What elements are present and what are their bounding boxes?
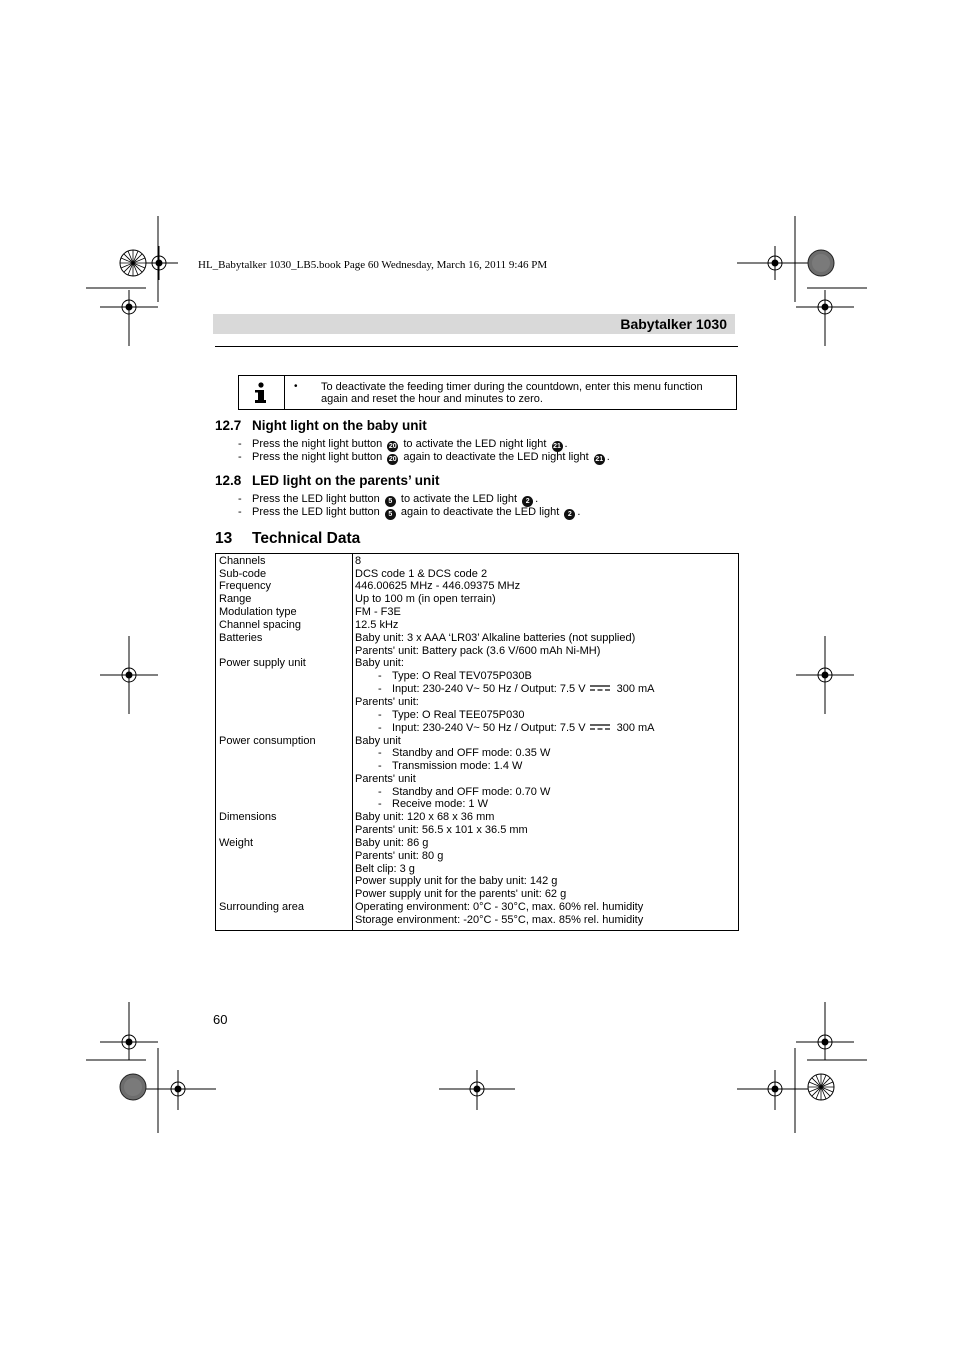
row-value: Storage environment: -20°C - 55°C, max. 85% rel. humidity [355, 914, 644, 926]
row-label: Modulation type [219, 606, 297, 618]
table-column-divider [352, 554, 353, 930]
sub-item-text: Receive mode: 1 W [392, 798, 488, 810]
sub-item-text: Transmission mode: 1.4 W [392, 760, 523, 772]
row-value: Parents' unit: 56.5 x 101 x 36.5 mm [355, 824, 528, 836]
row-label: Channel spacing [219, 619, 301, 631]
list-dash: - [238, 506, 242, 518]
section-number: 13 [215, 530, 233, 547]
row-value: DCS code 1 & DCS code 2 [355, 568, 488, 580]
page-number: 60 [213, 1012, 228, 1027]
row-value: Parents' unit [355, 773, 416, 785]
info-icon [253, 382, 267, 404]
text-after: . [564, 438, 568, 450]
dc-symbol-icon [590, 684, 610, 692]
registration-target-icon [140, 1070, 216, 1110]
row-value: Up to 100 m (in open terrain) [355, 593, 496, 605]
list-item [238, 493, 688, 506]
info-icon-cell [239, 376, 285, 409]
header-bar [213, 314, 735, 334]
text-middle: to activate the LED light [400, 493, 518, 505]
sub-item-text: Type: O Real TEV075P030B [392, 670, 532, 682]
text-before: Press the LED light button [252, 506, 380, 518]
row-label: Channels [219, 555, 266, 567]
section-title: LED light on the parents’ unit [252, 473, 440, 488]
registration-target-icon [100, 1002, 158, 1060]
dc-symbol-icon [590, 723, 610, 731]
list-dash: - [378, 670, 382, 682]
callout-number-icon: 21 [553, 443, 561, 450]
row-value: Parents' unit: [355, 696, 419, 708]
list-dash: - [378, 760, 382, 772]
list-item [238, 451, 688, 464]
list-item [238, 506, 688, 519]
list-item-text [252, 493, 538, 507]
list-dash: - [378, 747, 382, 759]
row-label: Surrounding area [219, 901, 305, 913]
starburst-mark-icon [119, 249, 147, 277]
row-value: Baby unit: 120 x 68 x 36 mm [355, 811, 495, 823]
registration-target-icon [439, 1070, 515, 1110]
callout-number-icon: 20 [388, 456, 397, 463]
sub-item-text: Standby and OFF mode: 0.35 W [392, 747, 551, 759]
row-value: Baby unit: 86 g [355, 837, 429, 849]
list-item-text [252, 451, 610, 465]
callout-number-icon: 21 [595, 456, 604, 463]
list-item-text [252, 438, 568, 452]
row-label: Range [219, 593, 252, 605]
text-before: Press the night light button [252, 451, 383, 463]
text-before: Press the night light button [252, 438, 383, 450]
row-value: 8 [355, 555, 362, 567]
section-title: Night light on the baby unit [252, 418, 427, 433]
callout-number-icon: 2 [564, 509, 575, 520]
section-heading-12-7 [215, 418, 427, 433]
row-label: Dimensions [219, 811, 277, 823]
sub-item-text [392, 722, 655, 734]
text-after: . [535, 493, 539, 505]
input-output-text: Input: 230-240 V~ 50 Hz / Output: 7.5 V [392, 683, 586, 695]
callout-number-icon: 5 [385, 509, 396, 520]
starburst-mark-icon [807, 1073, 835, 1101]
list-dash: - [378, 709, 382, 721]
list-dash: - [378, 683, 382, 695]
list-dash: - [378, 722, 382, 734]
sub-item-text [392, 683, 655, 695]
gray-dot-mark-icon [119, 1073, 147, 1101]
row-label: Power consumption [219, 735, 316, 747]
row-value: Power supply unit for the baby unit: 142 g [355, 875, 558, 887]
row-value: Baby unit [355, 735, 401, 747]
current-text: 300 mA [616, 722, 655, 734]
registration-target-icon [796, 1002, 854, 1060]
callout-number-icon: 20 [388, 443, 397, 450]
callout-number-icon: 5 [385, 496, 396, 507]
row-value: Parents' unit: Battery pack (3.6 V/600 mAh Ni-MH) [355, 645, 601, 657]
list-dash: - [238, 451, 242, 463]
row-value: Operating environment: 0°C - 30°C, max. 60% rel. humidity [355, 901, 644, 913]
registration-target-icon [737, 246, 813, 280]
text-middle: to activate the LED night light [403, 438, 547, 450]
list-dash: - [378, 798, 382, 810]
row-value: FM - F3E [355, 606, 401, 618]
gray-dot-mark-icon [807, 249, 835, 277]
row-label: Weight [219, 837, 254, 849]
callout-number-icon: 2 [522, 496, 533, 507]
row-value: 446.00625 MHz - 446.09375 MHz [355, 580, 521, 592]
info-note [238, 375, 737, 410]
info-bullet: • [294, 381, 298, 392]
sub-item-text: Type: O Real TEE075P030 [392, 709, 525, 721]
text-middle: again to deactivate the LED night light [403, 451, 589, 463]
section-heading-12-8 [215, 473, 440, 488]
print-metadata-line: HL_Babytalker 1030_LB5.book Page 60 Wednesday, March 16, 2011 9:46 PM [198, 259, 548, 271]
row-label: Frequency [219, 580, 271, 592]
sub-item-text: Standby and OFF mode: 0.70 W [392, 786, 551, 798]
row-label: Power supply unit [219, 657, 306, 669]
header-title: Babytalker 1030 [620, 316, 727, 332]
list-dash: - [238, 493, 242, 505]
list-dash: - [378, 786, 382, 798]
row-value: Power supply unit for the parents' unit: 62 g [355, 888, 567, 900]
row-value: Baby unit: 3 x AAA ‘LR03’ Alkaline batteries (not supplied) [355, 632, 636, 644]
registration-target-icon [100, 636, 158, 714]
row-label: Batteries [219, 632, 263, 644]
technical-data-table [215, 553, 739, 931]
section-title: Technical Data [252, 530, 361, 547]
section-heading-13 [215, 530, 360, 548]
text-middle: again to deactivate the LED light [400, 506, 560, 518]
row-value: Baby unit: [355, 657, 404, 669]
list-item-text [252, 506, 580, 520]
row-value: Parents' unit: 80 g [355, 850, 444, 862]
text-after: . [577, 506, 581, 518]
input-output-text: Input: 230-240 V~ 50 Hz / Output: 7.5 V [392, 722, 586, 734]
registration-target-icon [737, 1070, 813, 1110]
row-value: 12.5 kHz [355, 619, 399, 631]
section-number: 12.8 [215, 473, 242, 488]
registration-target-icon [796, 290, 854, 346]
list-dash: - [238, 438, 242, 450]
list-item [238, 438, 688, 451]
registration-target-icon [100, 290, 158, 346]
text-before: Press the LED light button [252, 493, 380, 505]
registration-target-icon [796, 636, 854, 714]
row-label: Sub-code [219, 568, 267, 580]
text-after: . [606, 451, 610, 463]
header-divider [215, 346, 738, 347]
current-text: 300 mA [616, 683, 655, 695]
info-note-text: To deactivate the feeding timer during the countdown, enter this menu function again and reset the hour and minutes to zero. [321, 381, 703, 405]
section-number: 12.7 [215, 418, 242, 433]
row-value: Belt clip: 3 g [355, 863, 415, 875]
